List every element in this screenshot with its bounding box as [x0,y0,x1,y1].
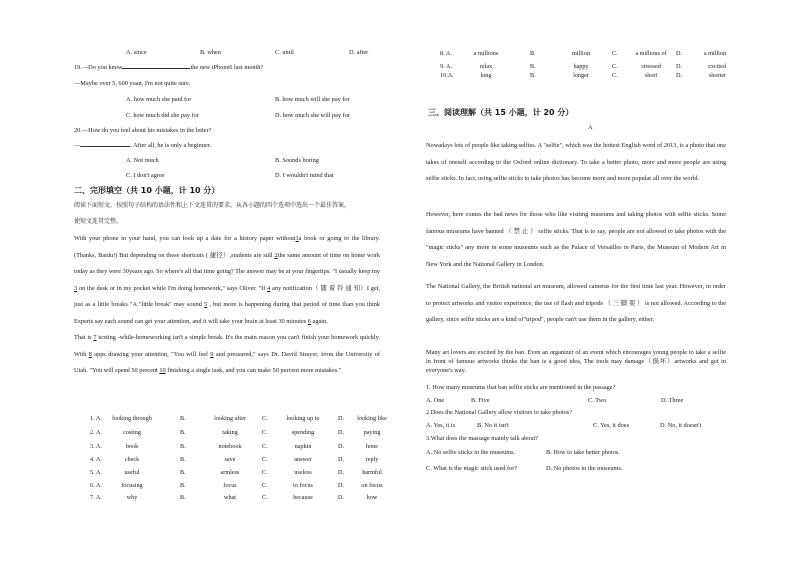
cloze-blank-8: 8 [88,350,92,358]
q19-option-b: B. how much will she pay for [275,96,350,103]
q1-option-b: B. Five [471,397,490,404]
cloze-option-row: 5. A. useful B. armless C. useless D. harmful [90,469,382,476]
q20-option-a: A. Not much [126,157,159,164]
cloze-blank-7: 7 [93,334,97,341]
q20-blank [80,146,130,147]
section2-instruction-line1: 阅读下面短文，按照句子结构的语法性和上下文连贯的要求，从各小题的四个选项中选出一个最佳答案， [74,202,351,209]
cloze-option-row: 3. A. book B. notebook C. napkin D. hone [90,443,379,450]
q19-option-d: D. how much she will pay for [275,112,351,119]
cloze-option-row: 1. A. looking through B. looking after C. looking up to D. looking like [90,415,387,422]
cloze-option-row: 8. A. a millions B. million C. a millions of D. a million [440,50,726,57]
q3-option-c: C. What is the magic stick used for? [426,465,518,472]
q2-option-c: C. Yes, it does [593,422,630,429]
cloze-option-row: 9. A. relax B. happy C. stressed D. excited [440,63,726,70]
q18-option-d: D. after [349,49,369,56]
reading-paragraph-2: However, here comes the bad news for those who like visiting museums and taking photos with selfie sticks. Some famous museums have banned （ 禁 止 ） selfie sticks. That is to say, people are not allowed to take photos with the "magic sticks" any more in some museums such as the Palace of Versailles in Paris, the Museum of Modern Art in New York and the National Gallery in London. [426,211,726,268]
q2-option-a: A. Yes, it is [426,422,456,429]
reading-paragraph-1: Nowadays lots of people like taking selfies. A "selfie", which was the hottest English word of 2013, is a photo that one takes of oneself according to the Oxford online dictionary. To take a better photo, more and more people are using selfie sticks. In fact, using selfie sticks to take photos has become more and more popular all over the world. [426,142,726,182]
section2-instruction-line2: 使短文连贯完整。 [74,218,123,225]
q20-reply: — . After all, he is only a beginner. [74,142,212,149]
reading-paragraph-3: The National Gallery, the British national art museum, allowed cameras for the first time last year. However, in order to protect artworks and visitor experience, the use of flash and tripods （ 三 脚 架 ） is not allowed. According to the gallery, since selfie sticks are a kind of"tripod", people can't use them in the gallery, either. [426,283,726,323]
section3-title: 三、阅读理解（共 15 小题，计 20 分） [428,108,574,117]
q20-option-c: C. I don't agree [126,172,165,179]
q19-option-a: A. how much she paid for [126,96,192,103]
cloze-option-row: 10.A. long B. longer C. short D. shorter [440,72,726,79]
cloze-option-row: 2. A. costing B. taking C. spending D. paying [90,429,381,436]
q3-option-d: D. No photos in the museums. [546,465,623,472]
q2-option-b: B. No it isn't [477,422,509,429]
q1-option-d: D. Three [661,397,684,404]
cloze-blank-2: 2 [274,251,278,259]
cloze-option-row: 7. A. why B. what C. because D. how [90,494,378,501]
q19-stem: 19.—Do you know the new iPhone6 last month? [74,64,264,71]
cloze-option-row: 6. A. focusing B. focus C. to focus D. on focus [90,482,383,489]
q2-option-d: D. No, it doesn't [660,422,702,429]
question-3-stem: 3.What does the massage mainly talk about? [426,435,539,442]
q1-option-c: C. Two [588,397,607,404]
question-1-stem: 1. How many museums that ban selfie sticks are mentioned in the passage? [426,384,616,391]
section2-title: 二、完形填空（共 10 小题，计 10 分） [74,186,220,195]
q1-option-a: A. One [426,397,445,404]
cloze-blank-1: 1 [295,235,299,242]
passage-label: A [588,124,593,131]
q3-option-b: B. How to take better photos. [546,449,620,456]
q3-option-a: A. No selfie sticks in the museums. [426,449,516,456]
q18-option-a: A. since [126,49,147,56]
q19-option-c: C. how much did she pay for [126,112,199,119]
q18-option-b: B. when [200,49,221,56]
cloze-blank-5: 5 [204,301,208,308]
q20-option-d: D. I wouldn't mind that [275,172,334,179]
q20-option-b: B. Sounds boring [275,157,319,164]
cloze-blank-6: 6 [307,317,311,325]
cloze-passage: With your phone in your hand, you can look up a date for a history paper without1a book or going to the library. (Thanks, Baidu!) But depending on these shortcuts ( 捷径）,students are still 2the same amount of time on home work today as they were 30years ago. So where's all that time going? The answer may be at your fingertips. "I usually keep my 3 on the desk or in my pocket while I'm doing homework," says Oliver. "If 4 any notification（ 随 着 铃 通 知）I get, just as a little breaks "A "little break" may sound 5 , but more is happening during that period of time than you think Experts say each sound can get your attention, and it will take your brain at least 30 minutes 6 again. That is 7 texting -while-homeworking isn't a simple break. It's the main reason you can't finish your homework quickly. With 8 apps drawing your attention, "You will feel 9 and pressured," says Dr. David Strayer, from the University of Utah. "You will spend 50 percent 10 finishing a single task, and you can make 50 percent more mistakes." [74,235,381,374]
cloze-blank-10: 10 [159,367,166,374]
q19-blank [122,68,190,69]
cloze-blank-3: 3 [74,284,78,292]
cloze-blank-4: 4 [267,284,271,292]
q20-stem: 20.—How do you feel about his mistakes in the letter? [74,127,212,134]
cloze-option-row: 4. A. check B. save C. answer D. reply [90,456,379,463]
q18-option-c: C. until [275,49,294,56]
question-2-stem: 2.Does the National Gallery allow visitors to take photos? [426,409,573,416]
q19-reply: —Maybe over 5, 600 yuan, I'm not quite sure. [74,80,191,87]
cloze-blank-9: 9 [210,350,214,358]
reading-paragraph-4: Many art lovers are excited by the ban. Even an organizer of an event which encourages young people to take a selfie in front of famous artworks thinks the ban is a good idea, The tools may damage（损坏）artworks and get in everyone's way. [426,349,726,374]
